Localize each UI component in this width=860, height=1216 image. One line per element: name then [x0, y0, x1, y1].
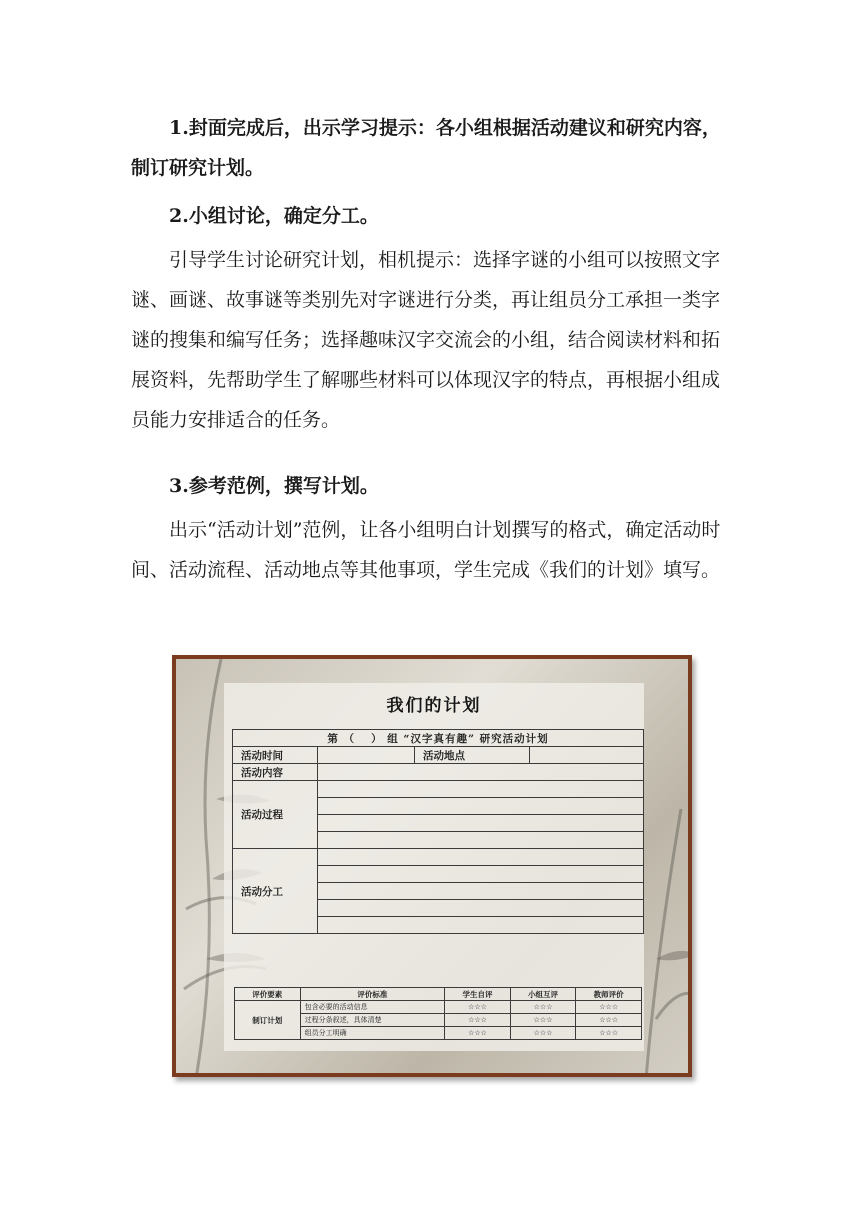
- process-line: [318, 815, 644, 832]
- activity-plan-table: [232, 729, 644, 934]
- activity-place-cell: [530, 747, 644, 764]
- paragraph-5: [131, 510, 731, 590]
- process-line: [318, 832, 644, 849]
- paragraph-2: [131, 196, 731, 236]
- eval-header-element: 评价要素: [235, 988, 301, 1001]
- process-line: [318, 798, 644, 815]
- evaluation-table: [234, 987, 642, 1040]
- star-rating: ☆☆☆: [445, 1001, 511, 1014]
- plan-template-image: [172, 655, 692, 1077]
- activity-division-label: 活动分工: [233, 849, 318, 934]
- activity-content-cell: [318, 764, 644, 781]
- star-rating: ☆☆☆: [445, 1027, 511, 1040]
- eval-header-criteria: 评价标准: [300, 988, 445, 1001]
- paragraph-4: [131, 466, 731, 506]
- step-2-heading: 2.小组讨论，确定分工。: [169, 205, 379, 227]
- eval-header-peer: 小组互评: [510, 988, 576, 1001]
- activity-time-label: 活动时间: [233, 747, 318, 764]
- eval-row-label: 制订计划: [235, 1001, 301, 1040]
- step-2-body: 引导学生讨论研究计划，相机提示：选择字谜的小组可以按照文字谜、画谜、故事谜等类别先对字谜进行分类，再让组员分工承担一类字谜的搜集和编写任务；选择趣味汉字交流会的小组，结合阅读材料和拓展资料，先帮助学生了解哪些材料可以体现汉字的特点，再根据小组成员能力安排适合的任务。: [131, 249, 721, 431]
- process-line: [318, 781, 644, 798]
- star-rating: ☆☆☆: [576, 1014, 642, 1027]
- division-line: [318, 866, 644, 883]
- star-rating: ☆☆☆: [576, 1001, 642, 1014]
- eval-criterion: 组员分工明确: [300, 1027, 445, 1040]
- activity-place-label: 活动地点: [415, 747, 530, 764]
- step-1-text: 1.封面完成后，出示学习提示：各小组根据活动建议和研究内容，制订研究计划。: [131, 117, 721, 179]
- activity-content-label: 活动内容: [233, 764, 318, 781]
- division-line: [318, 883, 644, 900]
- paragraph-1: [131, 108, 731, 188]
- division-line: [318, 917, 644, 934]
- star-rating: ☆☆☆: [576, 1027, 642, 1040]
- plan-sheet: [224, 683, 644, 1051]
- star-rating: ☆☆☆: [445, 1014, 511, 1027]
- paragraph-3: [131, 240, 731, 440]
- star-rating: ☆☆☆: [510, 1014, 576, 1027]
- eval-header-teacher: 教师评价: [576, 988, 642, 1001]
- plan-title: 我们的计划: [386, 696, 482, 716]
- activity-process-label: 活动过程: [233, 781, 318, 849]
- eval-criterion: 过程分条叙述，具体清楚: [300, 1014, 445, 1027]
- eval-header-self: 学生自评: [445, 988, 511, 1001]
- star-rating: ☆☆☆: [510, 1027, 576, 1040]
- division-line: [318, 849, 644, 866]
- step-3-heading: 3.参考范例，撰写计划。: [169, 475, 379, 497]
- eval-criterion: 包含必要的活动信息: [300, 1001, 445, 1014]
- activity-time-cell: [318, 747, 415, 764]
- step-3-body: 出示“活动计划”范例，让各小组明白计划撰写的格式，确定活动时间、活动流程、活动地点等其他事项，学生完成《我们的计划》填写。: [131, 519, 721, 581]
- star-rating: ☆☆☆: [510, 1001, 576, 1014]
- plan-table-header: 第 （ ） 组 “汉字真有趣” 研究活动计划: [233, 730, 644, 747]
- division-line: [318, 900, 644, 917]
